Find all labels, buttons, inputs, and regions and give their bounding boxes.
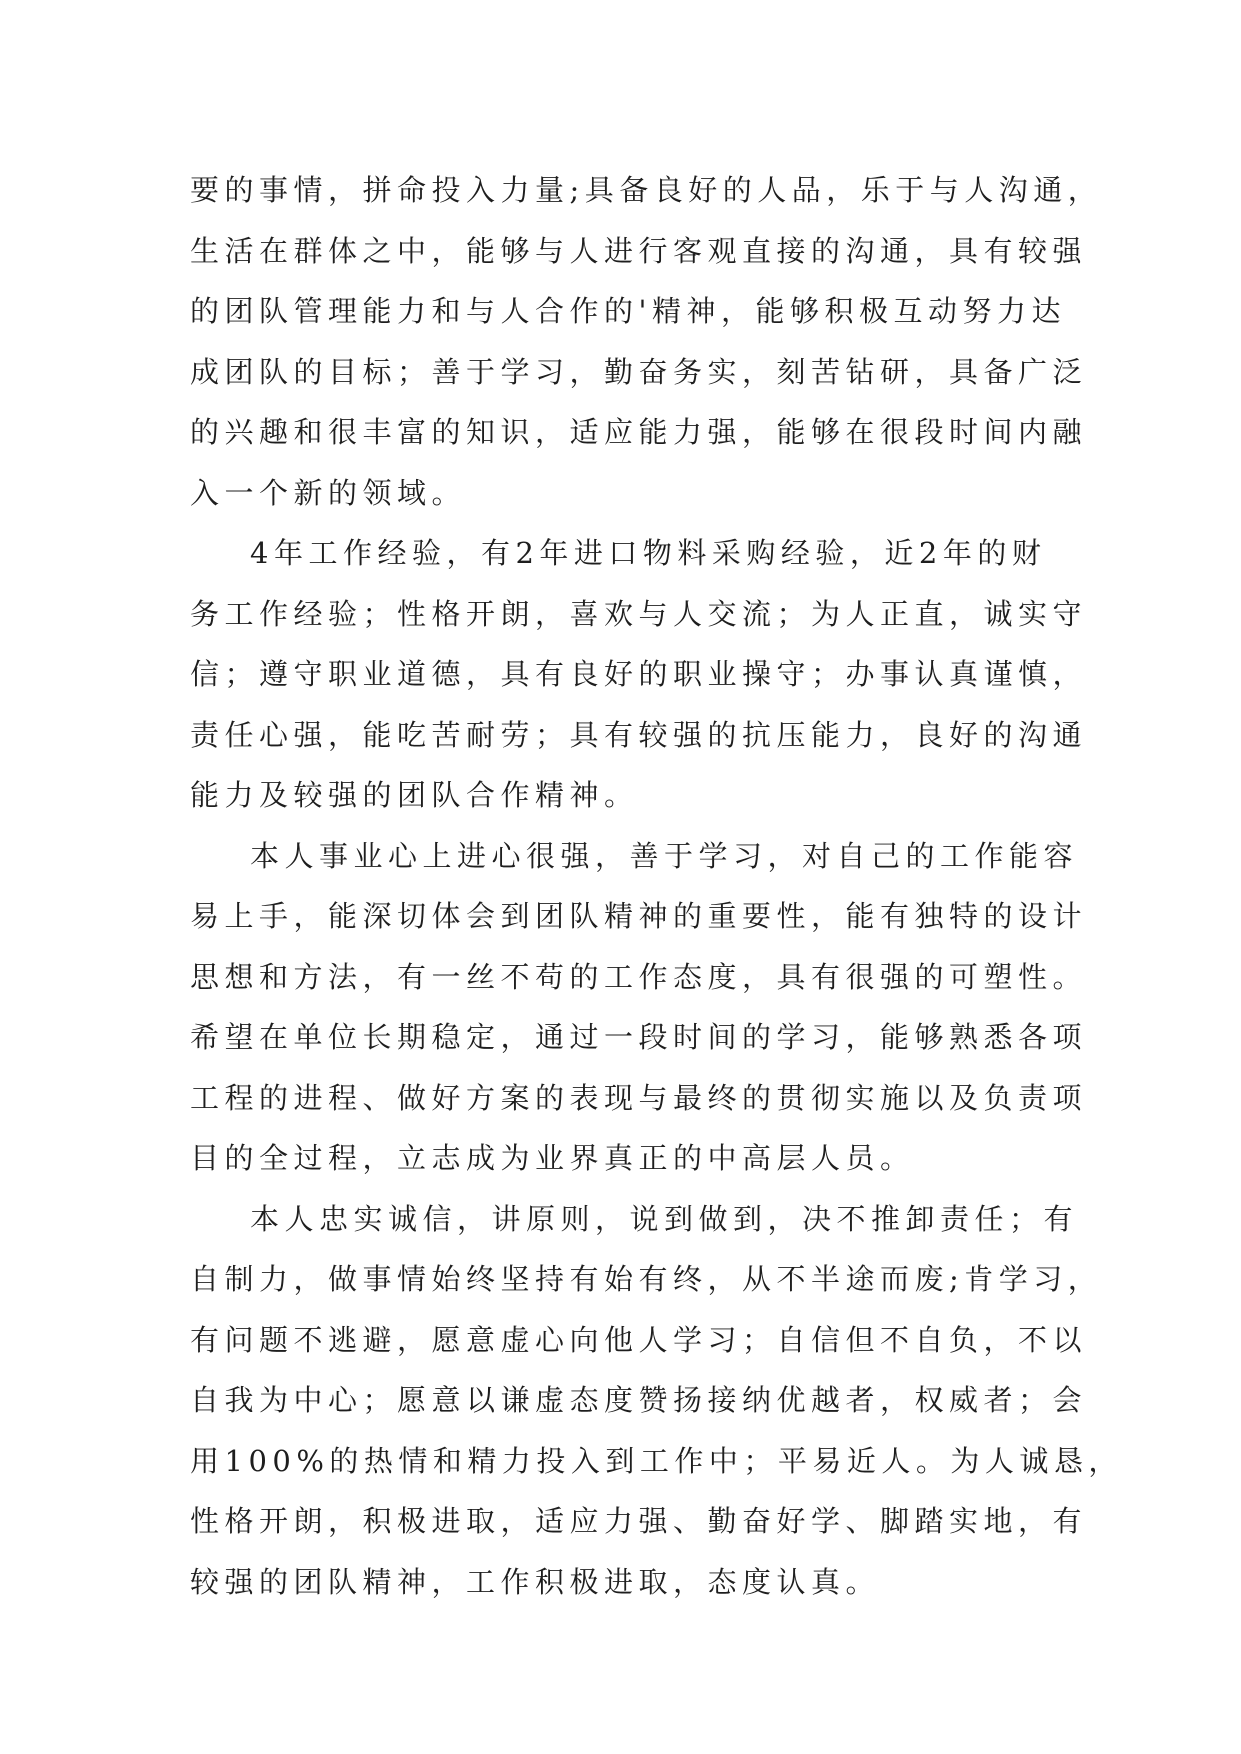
paragraph-line: 成团队的目标；善于学习，勤奋务实，刻苦钻研，具备广泛 — [190, 354, 1088, 389]
paragraph-line: 信；遵守职业道德，具有良好的职业操守；办事认真谨慎， — [190, 657, 1088, 691]
paragraph-line: 自我为中心；愿意以谦虚态度赞扬接纳优越者，权威者；会 — [190, 1383, 1088, 1417]
paragraph-line: 入一个新的领域。 — [190, 475, 467, 510]
document-body — [190, 160, 1123, 1612]
paragraph-line: 目的全过程，立志成为业界真正的中高层人员。 — [190, 1141, 915, 1175]
paragraph-line: 用100%的热情和精力投入到工作中；平易近人。为人诚恳， — [190, 1443, 1123, 1478]
paragraph-line: 性格开朗，积极进取，适应力强、勤奋好学、脚踏实地，有 — [190, 1504, 1088, 1538]
paragraph-line: 责任心强，能吃苦耐劳；具有较强的抗压能力，良好的沟通 — [190, 717, 1088, 752]
paragraph-line: 能力及较强的团队合作精神。 — [190, 778, 639, 812]
paragraph-line: 思想和方法，有一丝不苟的工作态度，具有很强的可塑性。 — [190, 959, 1088, 994]
paragraph-line: 易上手，能深切体会到团队精神的重要性，能有独特的设计 — [190, 899, 1088, 933]
paragraph-line: 有问题不逃避，愿意虚心向他人学习；自信但不自负，不以 — [190, 1322, 1088, 1357]
paragraph-line: 本人忠实诚信，讲原则，说到做到，决不推卸责任；有 — [250, 1201, 1079, 1236]
paragraph-3 — [190, 826, 1088, 1189]
paragraph-line: 希望在单位长期稳定，通过一段时间的学习，能够熟悉各项 — [190, 1020, 1088, 1054]
paragraph-4 — [190, 1189, 1123, 1613]
paragraph-line: 的团队管理能力和与人合作的'精神，能够积极互动努力达 — [190, 294, 1066, 328]
paragraph-2 — [190, 523, 1088, 826]
paragraph-line: 自制力，做事情始终坚持有始有终，从不半途而废;肯学习， — [190, 1262, 1103, 1296]
paragraph-line: 较强的团队精神，工作积极进取，态度认真。 — [190, 1564, 881, 1599]
paragraph-line: 本人事业心上进心很强，善于学习，对自己的工作能容 — [250, 838, 1079, 873]
paragraph-line: 务工作经验；性格开朗，喜欢与人交流；为人正直，诚实守 — [190, 596, 1088, 631]
paragraph-line: 4年工作经验，有2年进口物料采购经验，近2年的财 — [250, 536, 1047, 570]
paragraph-1 — [190, 160, 1103, 523]
paragraph-line: 要的事情，拼命投入力量;具备良好的人品，乐于与人沟通， — [190, 173, 1103, 207]
paragraph-line: 工程的进程、做好方案的表现与最终的贯彻实施以及负责项 — [190, 1080, 1088, 1115]
paragraph-line: 的兴趣和很丰富的知识，适应能力强，能够在很段时间内融 — [190, 415, 1088, 449]
paragraph-line: 生活在群体之中，能够与人进行客观直接的沟通，具有较强 — [190, 233, 1088, 268]
